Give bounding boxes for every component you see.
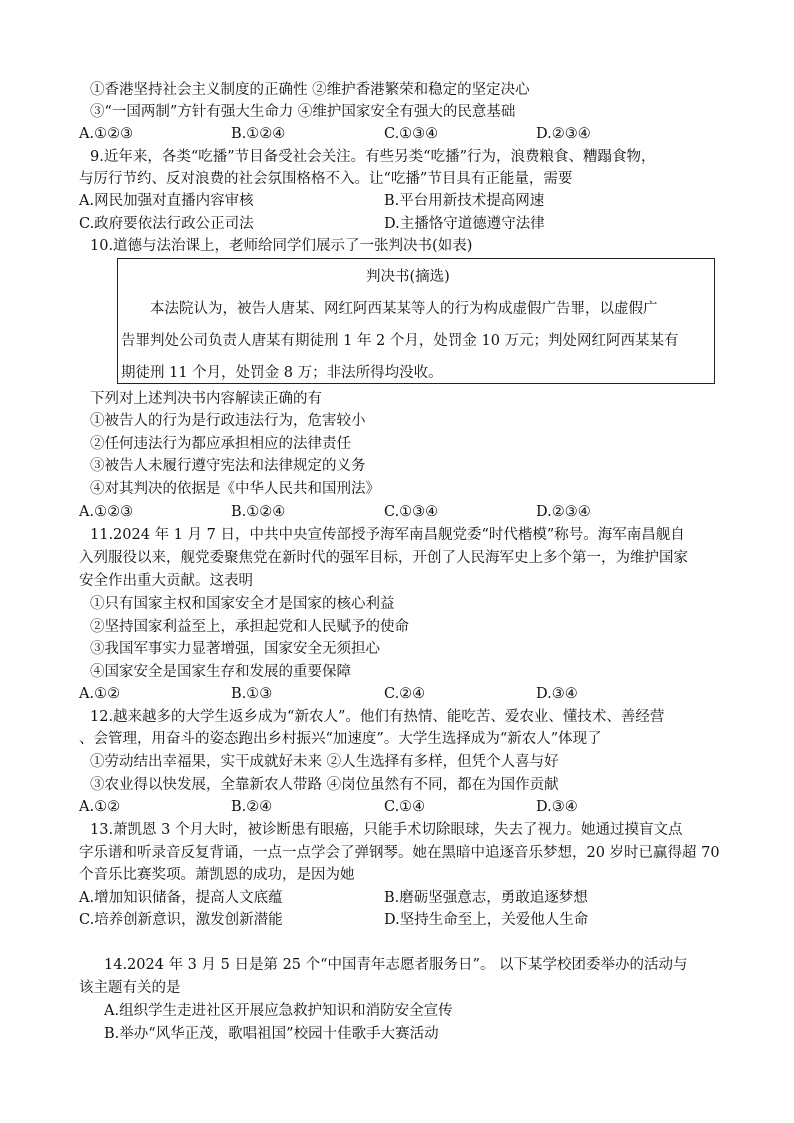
q10-option-d: D.②③④	[536, 504, 591, 520]
q14-stem-line-2: 该主题有关的是	[79, 980, 181, 996]
q12-stem-line-1: 12.越来越多的大学生返乡成为“新农人”。他们有热情、能吃苦、爱农业、懂技术、善经营	[90, 709, 665, 725]
q12-statement-1-2: ①劳动结出幸福果，实干成就好未来 ②人生选择有多样，但凭个人喜与好	[90, 754, 559, 770]
q11-option-a: A.①②	[79, 686, 121, 702]
judgment-line-3: 期徒刑 11 个月，处罚金 8 万；非法所得均没收。	[121, 365, 443, 381]
q12-option-d: D.③④	[536, 799, 578, 815]
q11-option-c: C.②④	[384, 686, 426, 702]
q11-statement-3: ③我国军事实力显著增强，国家安全无须担心	[90, 641, 380, 657]
q8-option-a: A.①②③	[79, 126, 134, 142]
q10-option-b: B.①②④	[231, 504, 286, 520]
q13-option-c: C.培养创新意识，激发创新潜能	[79, 912, 283, 928]
q8-option-b: B.①②④	[231, 126, 286, 142]
q10-statement-4: ④对其判决的依据是《中华人民共和国刑法》	[90, 481, 380, 497]
q10-stem: 10.道德与法治课上，老师给同学们展示了一张判决书(如表)	[90, 238, 473, 254]
q9-option-a: A.网民加强对直播内容审核	[79, 193, 254, 209]
q13-stem-line-1: 13.萧凯恩 3 个月大时，被诊断患有眼癌，只能手术切除眼球，失去了视力。她通过摸盲文点	[90, 822, 683, 838]
q12-option-a: A.①②	[79, 799, 121, 815]
q13-option-a: A.增加知识储备，提高人文底蕴	[79, 890, 283, 906]
q11-stem-line-3: 安全作出重大贡献。这表明	[79, 573, 253, 589]
q11-statement-4: ④国家安全是国家生存和发展的重要保障	[90, 664, 351, 680]
q11-option-b: B.①③	[231, 686, 273, 702]
q8-option-c: C.①③④	[384, 126, 439, 142]
q11-option-d: D.③④	[536, 686, 578, 702]
q9-option-c: C.政府要依法行政公正司法	[79, 216, 254, 232]
q11-statement-2: ②坚持国家利益至上，承担起党和人民赋予的使命	[90, 619, 409, 635]
q12-statement-3-4: ③农业得以快发展，全靠新农人带路 ④岗位虽然有不同，都在为国作贡献	[90, 777, 559, 793]
q14-stem-line-1: 14.2024 年 3 月 5 日是第 25 个“中国青年志愿者服务日”。 以下某学校团委举办的活动与	[104, 957, 688, 973]
q10-option-c: C.①③④	[384, 504, 439, 520]
q9-option-b: B.平台用新技术提高网速	[384, 193, 545, 209]
q11-statement-1: ①只有国家主权和国家安全才是国家的核心利益	[90, 596, 395, 612]
q14-option-b: B.举办“风华正茂，歌唱祖国”校园十佳歌手大赛活动	[104, 1026, 439, 1042]
q11-stem-line-2: 入列服役以来，舰党委聚焦党在新时代的强军目标，开创了人民海军史上多个第一，为维护国家	[79, 550, 688, 566]
judgment-line-2: 告罪判处公司负责人唐某有期徒刑 1 年 2 个月，处罚金 10 万元；判处网红阿西某某有	[121, 333, 679, 349]
judgment-box	[117, 258, 715, 384]
q9-option-d: D.主播恪守道德遵守法律	[384, 216, 545, 232]
q11-stem-line-1: 11.2024 年 1 月 7 日，中共中央宣传部授予海军南昌舰党委“时代楷模”称号。海军南昌舰自	[90, 527, 685, 543]
q8-option-d: D.②③④	[536, 126, 591, 142]
q10-statement-2: ②任何违法行为都应承担相应的法律责任	[90, 436, 351, 452]
q9-stem-line-1: 9.近年来，各类“吃播”节目备受社会关注。有些另类“吃播”行为，浪费粮食、糟蹋食物，	[90, 149, 656, 165]
q10-prompt: 下列对上述判决书内容解读正确的有	[90, 391, 322, 407]
q12-option-b: B.②④	[231, 799, 273, 815]
q14-option-a: A.组织学生走进社区开展应急救护知识和消防安全宣传	[104, 1003, 453, 1019]
q8-statement-1-2: ①香港坚持社会主义制度的正确性 ②维护香港繁荣和稳定的坚定决心	[90, 82, 530, 98]
q10-statement-3: ③被告人未履行遵守宪法和法律规定的义务	[90, 458, 366, 474]
q13-option-b: B.磨砺坚强意志，勇敢追逐梦想	[384, 890, 588, 906]
q13-stem-line-3: 个音乐比赛奖项。萧凯恩的成功，是因为她	[79, 867, 355, 883]
q10-statement-1: ①被告人的行为是行政违法行为，危害较小	[90, 413, 366, 429]
q12-stem-line-2: 、会管理，用奋斗的姿态跑出乡村振兴“加速度”。大学生选择成为“新农人”体现了	[79, 731, 602, 747]
q8-statement-3-4: ③“一国两制”方针有强大生命力 ④维护国家安全有强大的民意基础	[90, 104, 516, 120]
q13-option-d: D.坚持生命至上，关爱他人生命	[384, 912, 589, 928]
q13-stem-line-2: 字乐谱和听录音反复背诵，一点一点学会了弹钢琴。她在黑暗中追逐音乐梦想，20 岁时已赢得超 70	[79, 845, 720, 861]
judgment-line-1: 本法院认为，被告人唐某、网红阿西某某等人的行为构成虚假广告罪，以虚假广	[150, 301, 658, 317]
q10-option-a: A.①②③	[79, 504, 134, 520]
judgment-title: 判决书(摘选)	[366, 269, 450, 285]
q9-stem-line-2: 与厉行节约、反对浪费的社会氛围格格不入。让“吃播”节目具有正能量，需要	[79, 171, 573, 187]
q12-option-c: C.①④	[384, 799, 426, 815]
